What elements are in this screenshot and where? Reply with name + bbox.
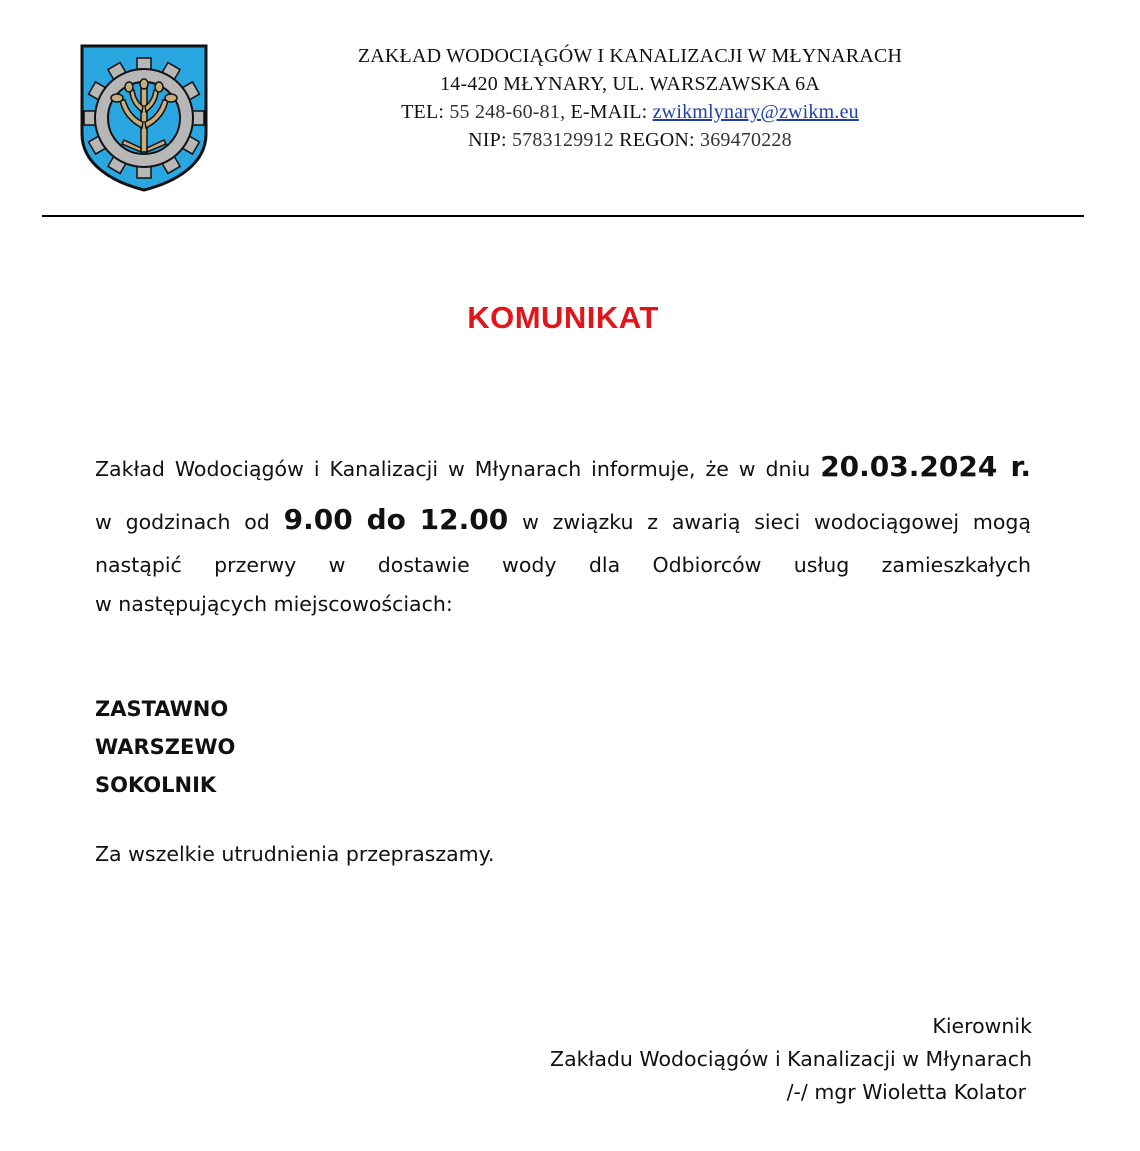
signature-organization: Zakładu Wodociągów i Kanalizacji w Młynarach — [550, 1047, 1032, 1071]
notice-line-2 — [95, 493, 1031, 546]
email-link[interactable]: zwikmlynary@zwikm.eu — [652, 101, 859, 123]
outage-time-from: 9.00 — [283, 503, 353, 537]
nip-value: 5783129912 — [511, 129, 614, 151]
notice-body — [95, 440, 1031, 624]
affected-localities — [95, 690, 235, 804]
notice-line-3: nastąpić przerwy w dostawie wody dla Odbiorców usług zamieszkałych — [95, 553, 1031, 578]
regon-value: 369470228 — [700, 129, 792, 151]
company-name: ZAKŁAD WODOCIĄGÓW I KANALIZACJI W MŁYNARACH — [357, 45, 903, 67]
notice-title: KOMUNIKAT — [467, 300, 659, 335]
outage-time-sep: do — [366, 503, 406, 537]
outage-date: 20.03.2024 r — [820, 450, 1021, 483]
coat-of-arms — [78, 42, 210, 192]
locality-item: WARSZEWO — [95, 735, 236, 759]
notice-line-1 — [95, 440, 1031, 493]
town-coat-of-arms-icon — [78, 42, 210, 192]
nip-label: NIP: — [468, 129, 507, 151]
locality-item: SOKOLNIK — [95, 773, 217, 797]
notice-line-2-text-b: w związku z awarią sieci wodociągowej mogą — [522, 510, 1031, 535]
notice-line-1-text: Zakład Wodociągów i Kanalizacji w Młynarach informuje, że w dniu — [95, 457, 811, 481]
signature-role: Kierownik — [932, 1014, 1032, 1038]
locality-item: ZASTAWNO — [95, 697, 229, 721]
contact-line — [290, 98, 970, 126]
email-label: E-MAIL: — [570, 101, 648, 123]
header-divider — [42, 215, 1084, 217]
notice-line-4: w następujących miejscowościach: — [95, 592, 453, 617]
signature-name: /-/ mgr Wioletta Kolator — [786, 1080, 1026, 1104]
outage-time-to: 12.00 — [419, 503, 509, 537]
notice-line-2-text-a: w godzinach od — [95, 510, 270, 535]
apology-text: Za wszelkie utrudnienia przepraszamy. — [95, 842, 495, 866]
company-header — [290, 42, 970, 154]
registry-line — [290, 126, 970, 154]
regon-label: REGON: — [619, 129, 695, 151]
tel-label: TEL: — [401, 101, 445, 123]
tel-value: 55 248-60-81, — [449, 101, 566, 123]
outage-date-period: . — [1020, 450, 1031, 483]
signature-block — [550, 1010, 1032, 1109]
company-address: 14-420 MŁYNARY, UL. WARSZAWSKA 6A — [440, 73, 820, 95]
